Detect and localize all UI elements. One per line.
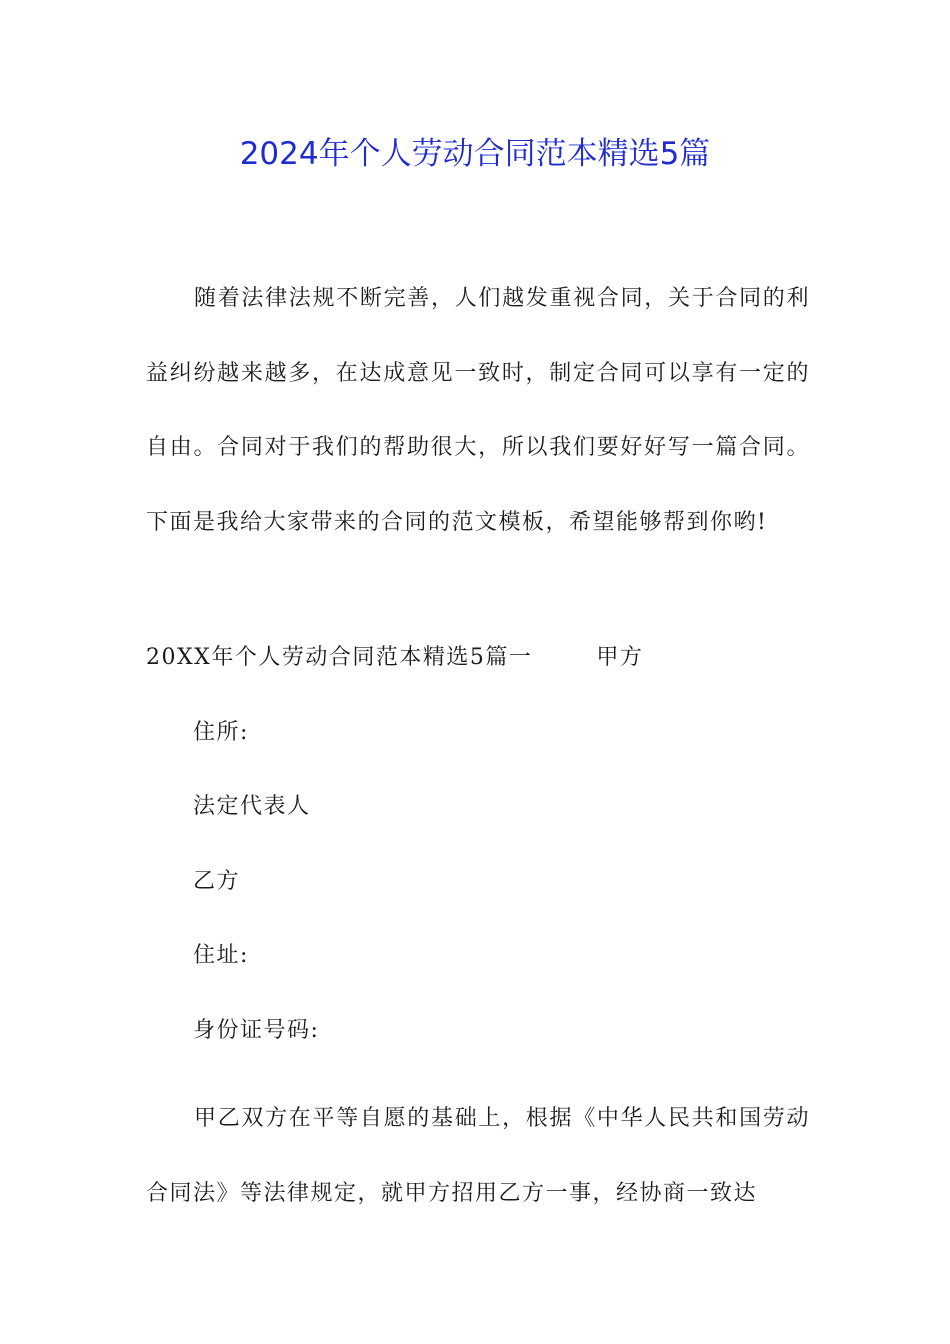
party-b-label: 乙方 xyxy=(193,869,241,894)
agreement-paragraph: 甲乙双方在平等自愿的基础上，根据《中华人民共和国劳动合同法》等法律规定，就甲方招用乙方一事，经协商一致达 xyxy=(146,1106,810,1206)
document-title: 2024年个人劳动合同范本精选5篇 xyxy=(239,136,711,172)
section-heading: 20XX年个人劳动合同范本精选5篇一 xyxy=(146,645,533,670)
party-b-address-label: 住址: xyxy=(193,943,249,968)
party-a-address-label: 住所: xyxy=(193,720,249,745)
party-a-label: 甲方 xyxy=(596,645,644,670)
legal-representative-label: 法定代表人 xyxy=(193,794,311,819)
id-number-label: 身份证号码: xyxy=(193,1018,320,1043)
intro-paragraph: 随着法律法规不断完善，人们越发重视合同，关于合同的利益纠纷越来越多，在达成意见一致时，制定合同可以享有一定的自由。合同对于我们的帮助很大，所以我们要好好写一篇合同。下面是我给大家带来的合同的范文模板，希望能够帮到你哟! xyxy=(146,286,810,535)
section-heading-line xyxy=(146,636,643,680)
